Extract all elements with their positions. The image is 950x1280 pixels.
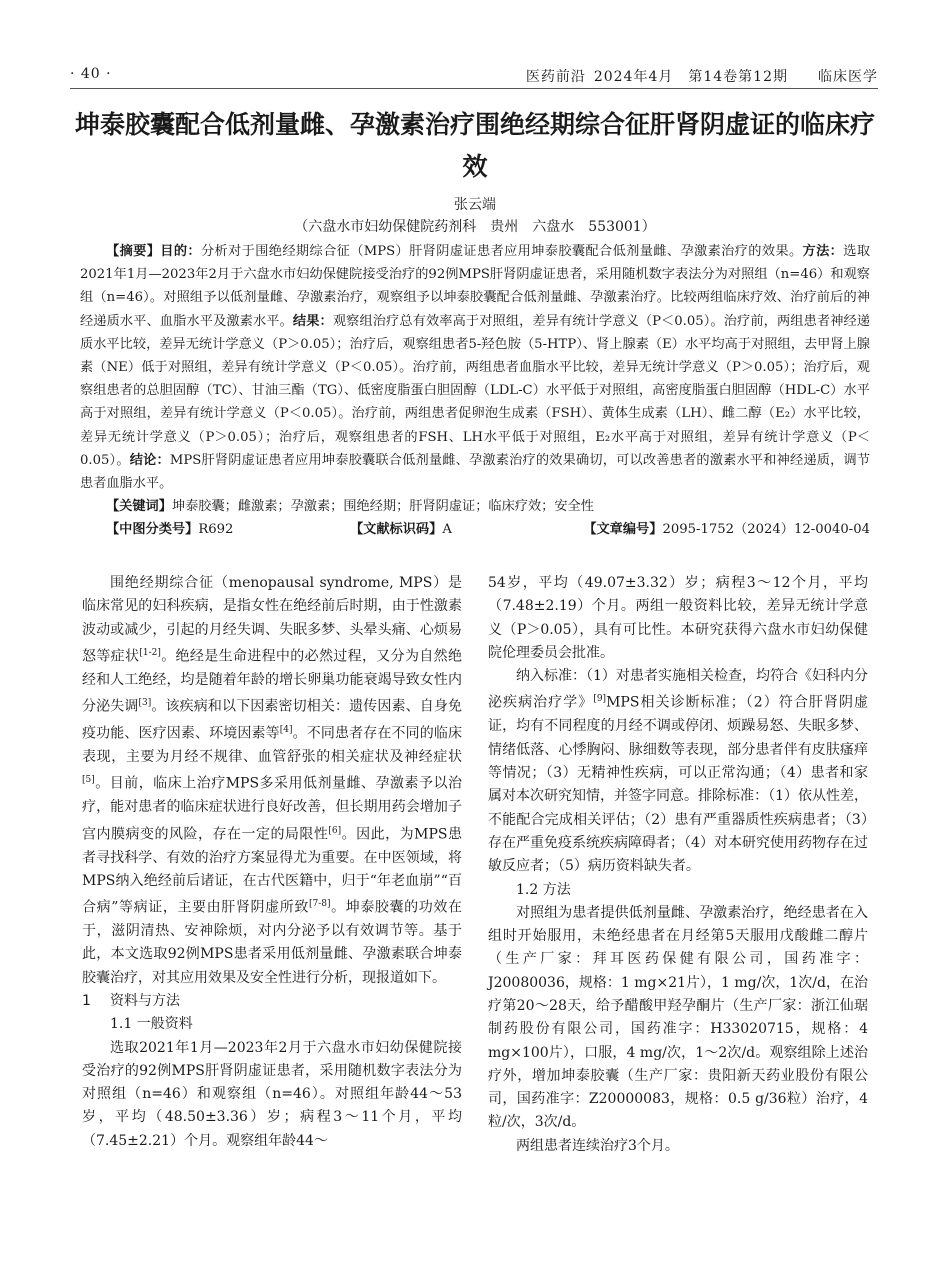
journal-issue: 2024年4月 第14卷第12期	[593, 69, 788, 85]
doc-value: A	[442, 522, 452, 538]
objective-label: 目的：	[160, 244, 201, 259]
affiliation: （六盘水市妇幼保健院药剂科 贵州 六盘水 553001）	[294, 219, 656, 235]
journal-info	[518, 66, 878, 86]
intro-text-4: 。不同患者存在不同的临床表现，主要为月经不规律、血管舒张的相关症状及神经症状	[82, 725, 462, 766]
right-column	[488, 572, 868, 1158]
citation: [5]	[82, 775, 95, 786]
general-info-continued: 54岁，平均（49.07±3.32）岁；病程3～12个月，平均（7.48±2.19）个月。两组一般资料比较，差异无统计学意义（P＞0.05），具有可比性。本研究获得六盘水市妇幼保健院伦理委员会批准。	[488, 575, 868, 661]
citation: [1-2]	[139, 647, 161, 658]
article-label: 【文章编号】	[583, 522, 663, 538]
document-code	[350, 518, 452, 541]
doc-label: 【文献标识码】	[350, 522, 443, 538]
citation: [9]	[593, 694, 607, 705]
conclusion-label: 结论：	[129, 452, 170, 468]
abstract	[80, 240, 870, 541]
intro-text-3: 。该疾病和以下因素密切相关：遗传因素、自身免疫功能、医疗因素、环境因素等	[82, 698, 462, 742]
keywords-label: 【关键词】	[106, 499, 172, 515]
intro-text-2: 。绝经是生命进程中的必然过程，又分为自然绝经和人工绝经，均是随着年龄的增长卵巢功能衰竭导致女性内分泌失调	[82, 648, 463, 715]
intro-text-1: 围绝经期综合征（menopausal syndrome, MPS）是临床常见的妇科疾病，是指女性在绝经前后时期，由于性激素波动或减少，引起的月经失调、失眠多梦、头晕头痛、心烦易怒等症状	[82, 575, 462, 665]
article-number	[583, 518, 870, 541]
keywords	[80, 495, 870, 518]
citation: [3]	[138, 698, 152, 709]
classification-row	[80, 518, 870, 541]
abstract-label: 【摘要】	[106, 244, 161, 259]
method-paragraph: 对照组为患者提供低剂量雌、孕激素治疗，绝经患者在入组时开始服用，未绝经患者在月经第5天服用戊酸雌二醇片（生产厂家：拜耳医药保健有限公司，国药准字：J20080036，规格：1 mg×21片），1 mg/次，1次/d，在治疗第20～28天，给予醋酸甲羟孕酮片（生产厂家：浙江仙琚制药股份有限公司，国药准字：H33020715，规格：4 mg×100片），口服，4 mg/次，1～2次/d。观察组除上述治疗外，增加坤泰胶囊（生产厂家：贵阳新天药业股份有限公司，国药准字：Z20000083，规格：0.5 g/36粒）治疗，4粒/次，3次/d。	[488, 904, 868, 1131]
left-column	[82, 572, 462, 1153]
methods-text: 选取2021年1月—2023年2月于六盘水市妇幼保健院接受治疗的92例MPS肝肾阴虚证患者，采用随机数字表法分为对照组（n=46）和观察组（n=46）。对照组予以低剂量雌、孕激素治疗，观察组予以坤泰胶囊配合低剂量雌、孕激素治疗。比较两组临床疗效、治疗前后的神经递质水平、血脂水平及激素水平。	[80, 244, 871, 329]
clc-label: 【中图分类号】	[106, 522, 199, 538]
citation: [7-8]	[308, 899, 331, 910]
criteria-paragraph	[488, 665, 868, 878]
inclusion-text-1: 纳入标准：（1）对患者实施相关检查，均符合《妇科内分泌疾病治疗学》	[488, 668, 868, 712]
keywords-text: 坤泰胶囊；雌激素；孕激素；围绝经期；肝肾阴虚证；临床疗效；安全性	[171, 499, 594, 515]
subsection-heading: 1.1 一般资料	[110, 1016, 193, 1033]
intro-paragraph	[82, 572, 462, 990]
methods-label: 方法：	[802, 244, 844, 259]
general-info-paragraph: 选取2021年1月—2023年2月于六盘水市妇幼保健院接受治疗的92例MPS肝肾阴虚证患者，采用随机数字表法分为对照组（n=46）和观察组（n=46）。对照组年龄44～53岁，平均（48.50±3.36）岁；病程3～11个月，平均（7.45±2.21）个月。观察组年龄44～	[82, 1039, 462, 1149]
objective-text: 分析对于围绝经期综合征（MPS）肝肾阴虚证患者应用坤泰胶囊配合低剂量雌、孕激素治疗的效果。	[200, 244, 803, 259]
clc-code	[106, 518, 233, 541]
citation: [4]	[279, 725, 293, 736]
article-value: 2095-1752（2024）12-0040-04	[662, 522, 870, 538]
abstract-body	[80, 240, 870, 495]
journal-column: 临床医学	[818, 69, 878, 85]
page-number: · 40 ·	[70, 66, 112, 82]
intro-text-5: 。目前，临床上治疗MPS多采用低剂量雌、孕激素予以治疗，能对患者的临床症状进行良好改善，但长期用药会增加子宫内膜病变的风险，存在一定的局限性	[82, 776, 462, 843]
citation: [6]	[328, 825, 342, 836]
section-number: 1	[82, 992, 91, 1009]
section-title: 资料与方法	[110, 992, 180, 1009]
article-title: 坤泰胶囊配合低剂量雌、孕激素治疗围绝经期综合征肝肾阴虚证的临床疗效	[74, 110, 875, 181]
results-label: 结果：	[292, 313, 333, 329]
inclusion-text-2: MPS相关诊断标准；（2）符合肝肾阴虚证，均有不同程度的月经不调或停闭、烦躁易怒、失眠多梦、情绪低落、心悸胸闷、脉细数等表现，部分患者伴有皮肤瘙痒等情况；（3）无精神性疾病，可以正常沟通；（4）患者和家属对本次研究知情，并签字同意。排除标准：（1）依从性差，不能配合完成相关评估；（2）患有严重器质性疾病患者；（3）存在严重免疫系统疾病障碍者；（4）对本研究使用药物存在过敏反应者；（5）病历资料缺失者。	[488, 695, 868, 875]
running-header	[70, 58, 878, 89]
journal-name: 医药前沿	[525, 69, 586, 85]
intro-text-6: 。因此，为MPS患者寻找科学、有效的治疗方案显得尤为重要。在中医领域，将MPS纳入绝经前后诸证，在古代医籍中，归于“年老血崩”“百合病”等病证，主要由肝肾阴虚所致	[82, 826, 462, 916]
conclusion-text: MPS肝肾阴虚证患者应用坤泰胶囊联合低剂量雌、孕激素治疗的效果确切，可以改善患者的激素水平和神经递质，调节患者血脂水平。	[80, 452, 871, 492]
duration-paragraph: 两组患者连续治疗3个月。	[516, 1137, 679, 1154]
clc-value: R692	[198, 522, 234, 538]
results-text: 观察组治疗总有效率高于对照组，差异有统计学意义（P＜0.05）。治疗前，两组患者神经递质水平比较，差异无统计学意义（P＞0.05）；治疗后，观察组患者5-羟色胺（5-HTP）、肾上腺素（E）水平均高于对照组，去甲肾上腺素（NE）低于对照组，差异有统计学意义（P＜0.05）。治疗前，两组患者血脂水平比较，差异无统计学意义（P＞0.05）；治疗后，观察组患者的总胆固醇（TC）、甘油三酯（TG）、低密度脂蛋白胆固醇（LDL-C）水平低于对照组，高密度脂蛋白胆固醇（HDL-C）水平高于对照组，差异有统计学意义（P＜0.05）。治疗前，两组患者促卵泡生成素（FSH）、黄体生成素（LH）、雌二醇（E₂）水平比较，差异无统计学意义（P＞0.05）；治疗后，观察组患者的FSH、LH水平低于对照组，E₂水平高于对照组，差异有统计学意义（P＜0.05）。	[80, 313, 870, 468]
section-heading	[82, 990, 462, 1013]
subsection-heading: 1.2 方法	[516, 881, 571, 898]
author: 张云端	[454, 197, 496, 213]
intro-text-7: 。坤泰胶囊的功效在于，滋阴清热、安神除烦，对内分泌予以有效调节等。基于此，本文选取92例MPS患者采用低剂量雌、孕激素联合坤泰胶囊治疗，对其应用效果及安全性进行分析，现报道如下。	[82, 899, 462, 986]
